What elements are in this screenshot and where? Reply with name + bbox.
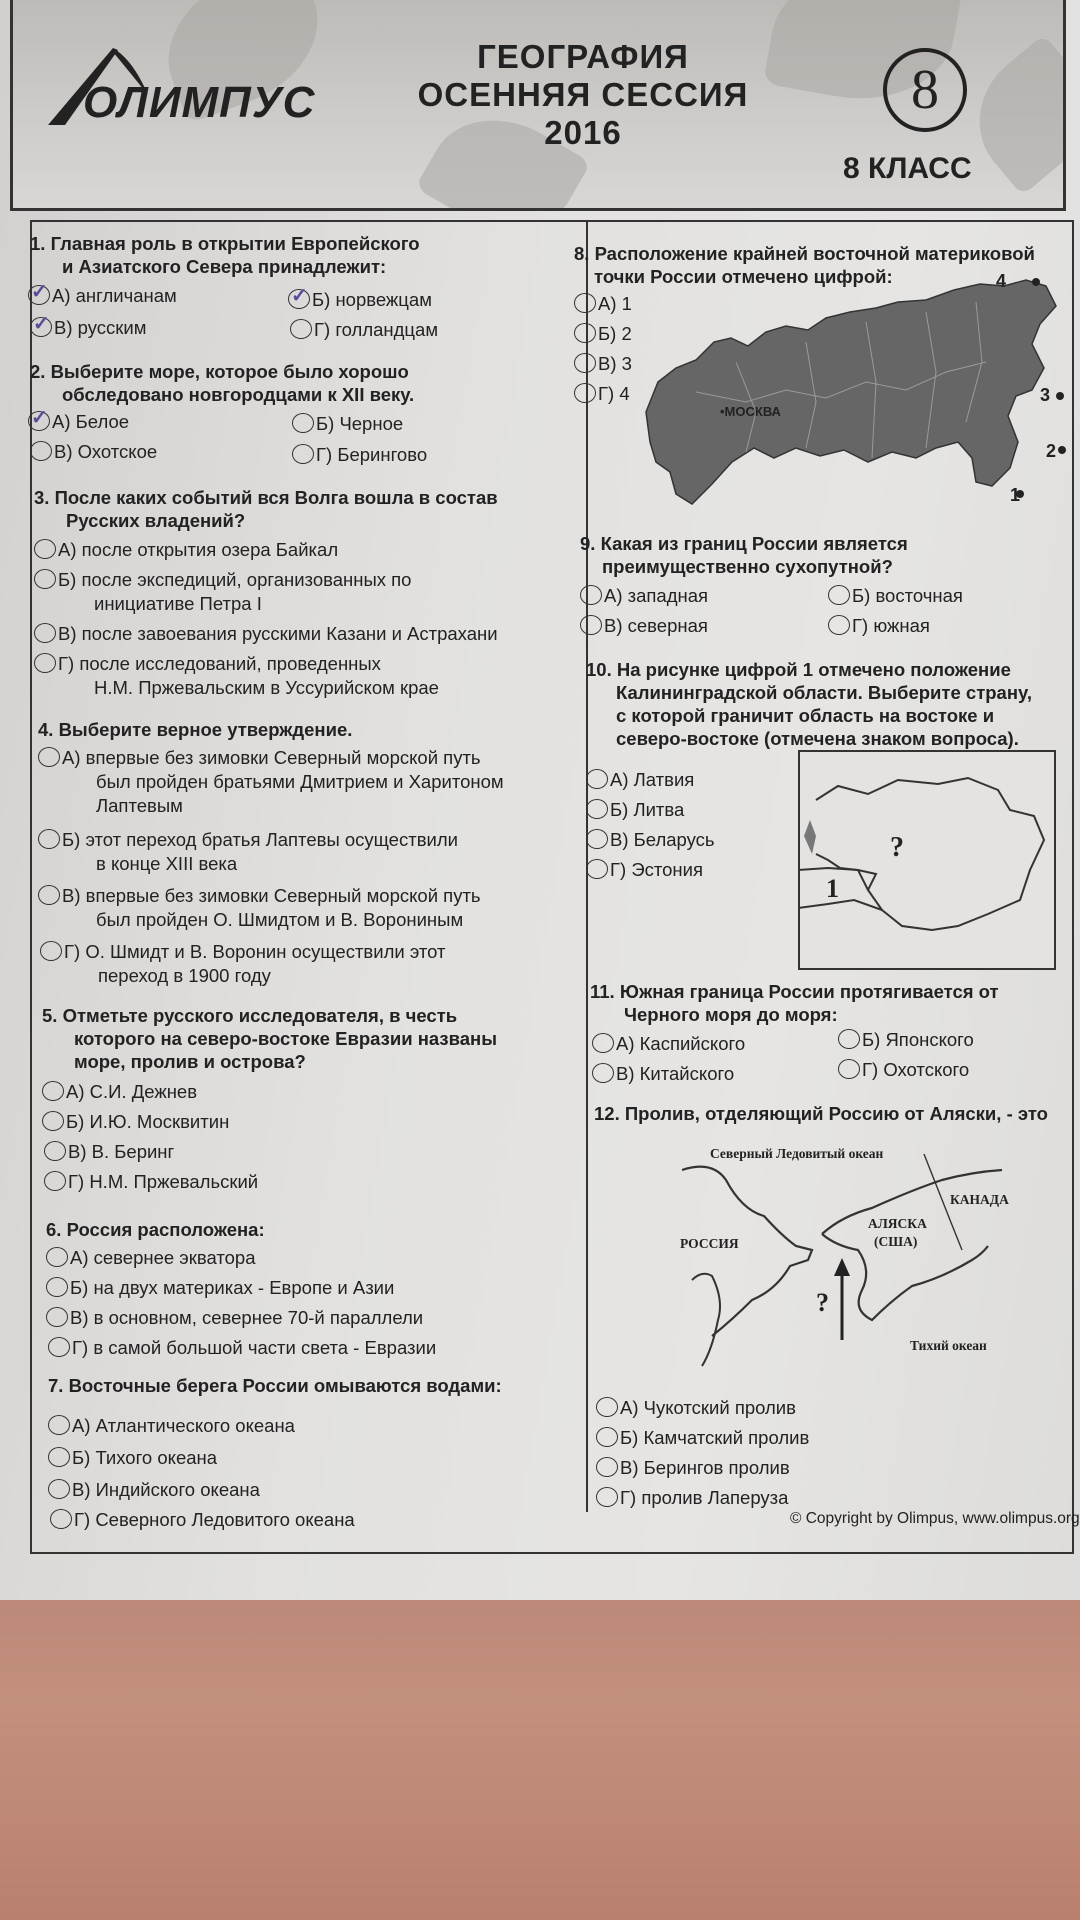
q4-option-c-continued: был пройден О. Шмидтом и В. Ворониным bbox=[96, 909, 464, 930]
radio-circle-icon[interactable] bbox=[596, 1487, 618, 1507]
title-line-1: ГЕОГРАФИЯ bbox=[477, 38, 689, 75]
radio-circle-icon[interactable] bbox=[828, 615, 850, 635]
q8-option-a[interactable]: А) 1 bbox=[574, 292, 632, 315]
point-2-label: 2 bbox=[1046, 441, 1057, 461]
radio-circle-icon[interactable] bbox=[50, 1509, 72, 1529]
radio-circle-icon[interactable] bbox=[48, 1337, 70, 1357]
bering-strait-map bbox=[672, 1150, 1012, 1370]
radio-circle-icon[interactable] bbox=[48, 1479, 70, 1499]
radio-circle-icon[interactable] bbox=[828, 585, 850, 605]
q1-option-c[interactable]: ✓В) русским bbox=[30, 316, 146, 339]
q7-option-a[interactable]: А) Атлантического океана bbox=[48, 1414, 295, 1437]
question-4-title: 4. Выберите верное утверждение. bbox=[38, 719, 353, 740]
copyright-footer: © Copyright by Olimpus, www.olimpus.org bbox=[790, 1510, 1080, 1527]
title-line-3: 2016 bbox=[544, 114, 622, 151]
q12-option-a[interactable]: А) Чукотский пролив bbox=[596, 1396, 796, 1419]
q12-option-d[interactable]: Г) пролив Лаперуза bbox=[596, 1486, 788, 1509]
q10-option-c[interactable]: В) Беларусь bbox=[586, 828, 715, 851]
radio-circle-icon[interactable] bbox=[40, 941, 62, 961]
q3-option-d-continued: Н.М. Пржевальским в Уссурийском крае bbox=[94, 677, 439, 698]
q2-option-a[interactable]: ✓А) Белое bbox=[28, 410, 129, 433]
radio-circle-icon[interactable] bbox=[38, 829, 60, 849]
q7-option-c[interactable]: В) Индийского океана bbox=[48, 1478, 260, 1501]
radio-circle-icon[interactable] bbox=[838, 1059, 860, 1079]
q4-option-c[interactable]: В) впервые без зимовки Северный морской путь bbox=[38, 884, 481, 907]
radio-circle-icon[interactable] bbox=[42, 1081, 64, 1101]
radio-circle-icon[interactable] bbox=[574, 353, 596, 373]
q1-option-d[interactable]: Г) голландцам bbox=[290, 318, 438, 341]
radio-circle-icon[interactable] bbox=[592, 1063, 614, 1083]
radio-circle-icon[interactable] bbox=[838, 1029, 860, 1049]
radio-circle-icon[interactable] bbox=[586, 859, 608, 879]
q5-option-a[interactable]: А) С.И. Дежнев bbox=[42, 1080, 197, 1103]
q10-option-a[interactable]: А) Латвия bbox=[586, 768, 694, 791]
q11-option-b[interactable]: Б) Японского bbox=[838, 1028, 974, 1051]
radio-circle-icon[interactable] bbox=[34, 539, 56, 559]
point-3-marker bbox=[1056, 392, 1064, 400]
q9-option-d[interactable]: Г) южная bbox=[828, 614, 930, 637]
q2-option-c[interactable]: В) Охотское bbox=[30, 440, 157, 463]
radio-circle-icon[interactable] bbox=[46, 1277, 68, 1297]
q4-option-a-continued: Лаптевым bbox=[96, 795, 183, 816]
radio-circle-checked-icon[interactable] bbox=[30, 317, 52, 337]
kaliningrad-map bbox=[798, 750, 1056, 970]
q5-option-d[interactable]: Г) Н.М. Пржевальский bbox=[44, 1170, 258, 1193]
question-8-title: 8. Расположение крайней восточной материковой точки России отмечено цифрой: bbox=[574, 243, 1035, 287]
q6-option-c[interactable]: В) в основном, севернее 70-й параллели bbox=[46, 1306, 423, 1329]
header-banner bbox=[10, 0, 1066, 211]
q8-option-c[interactable]: В) 3 bbox=[574, 352, 632, 375]
pacific-ocean-label: Тихий океан bbox=[910, 1338, 987, 1353]
q4-option-a[interactable]: А) впервые без зимовки Северный морской путь bbox=[38, 746, 481, 769]
arctic-ocean-label: Северный Ледовитый океан bbox=[710, 1146, 884, 1161]
canada-label: КАНАДА bbox=[950, 1192, 1009, 1207]
radio-circle-icon[interactable] bbox=[46, 1247, 68, 1267]
point-2-marker bbox=[1058, 446, 1066, 454]
question-2-title: 2. Выберите море, которое было хорошо обследовано новгородцами к XII веку. bbox=[30, 361, 415, 405]
q12-option-b[interactable]: Б) Камчатский пролив bbox=[596, 1426, 809, 1449]
q3-option-c[interactable]: В) после завоевания русскими Казани и Астрахани bbox=[34, 622, 498, 645]
question-6-title: 6. Россия расположена: bbox=[46, 1219, 265, 1240]
q4-option-d[interactable]: Г) О. Шмидт и В. Воронин осуществили этот bbox=[40, 940, 446, 963]
question-11-title: 11. Южная граница России протягивается от Черного моря до моря: bbox=[590, 981, 999, 1025]
q4-option-b[interactable]: Б) этот переход братья Лаптевы осуществили bbox=[38, 828, 458, 851]
q1-option-b[interactable]: ✓ Б) норвежцам bbox=[288, 288, 432, 311]
question-7-title: 7. Восточные берега России омываются водами: bbox=[48, 1375, 502, 1396]
radio-circle-icon[interactable] bbox=[42, 1111, 64, 1131]
question-9-title: 9. Какая из границ России является преимущественно сухопутной? bbox=[580, 533, 908, 577]
q5-option-c[interactable]: В) В. Беринг bbox=[44, 1140, 174, 1163]
radio-circle-icon[interactable] bbox=[596, 1397, 618, 1417]
q8-option-b[interactable]: Б) 2 bbox=[574, 322, 632, 345]
q3-option-b[interactable]: Б) после экспедиций, организованных по bbox=[34, 568, 411, 591]
radio-circle-icon[interactable] bbox=[44, 1141, 66, 1161]
q7-option-b[interactable]: Б) Тихого океана bbox=[48, 1446, 217, 1469]
radio-circle-icon[interactable] bbox=[30, 441, 52, 461]
q11-option-d[interactable]: Г) Охотского bbox=[838, 1058, 969, 1081]
radio-circle-icon[interactable] bbox=[592, 1033, 614, 1053]
q6-option-d[interactable]: Г) в самой большой части света - Евразии bbox=[48, 1336, 436, 1359]
q6-option-b[interactable]: Б) на двух материках - Европе и Азии bbox=[46, 1276, 394, 1299]
q9-option-c[interactable]: В) северная bbox=[580, 614, 708, 637]
q8-option-d[interactable]: Г) 4 bbox=[574, 382, 630, 405]
grade-label: 8 КЛАСС bbox=[843, 152, 972, 185]
point-4-label: 4 bbox=[996, 271, 1007, 291]
q3-option-b-continued: инициативе Петра I bbox=[94, 593, 262, 614]
radio-circle-icon[interactable] bbox=[34, 569, 56, 589]
radio-circle-icon[interactable] bbox=[34, 623, 56, 643]
usa-label: (США) bbox=[874, 1234, 918, 1249]
radio-circle-icon[interactable] bbox=[38, 885, 60, 905]
point-3-label: 3 bbox=[1040, 385, 1051, 405]
q9-option-a[interactable]: А) западная bbox=[580, 584, 708, 607]
radio-circle-checked-icon[interactable] bbox=[288, 289, 310, 309]
q7-option-d[interactable]: Г) Северного Ледовитого океана bbox=[50, 1508, 355, 1531]
question-10-title: 10. На рисунке цифрой 1 отмечено положение Калининградской области. Выберите страну, с которой граничит область на востоке и северо-востоке (отмечена знаком вопроса). bbox=[586, 659, 1033, 749]
question-5-title: 5. Отметьте русского исследователя, в честь которого на северо-востоке Евразии названы море, пролив и острова? bbox=[42, 1005, 497, 1072]
page-title bbox=[373, 38, 793, 152]
radio-circle-icon[interactable] bbox=[48, 1415, 70, 1435]
strait-question-label: ? bbox=[816, 1288, 829, 1317]
radio-circle-icon[interactable] bbox=[586, 799, 608, 819]
radio-circle-checked-icon[interactable] bbox=[28, 285, 50, 305]
radio-circle-icon[interactable] bbox=[46, 1307, 68, 1327]
radio-circle-icon[interactable] bbox=[290, 319, 312, 339]
point-1-label: 1 bbox=[1010, 485, 1021, 505]
point-4-marker bbox=[1032, 278, 1040, 286]
radio-circle-icon[interactable] bbox=[34, 653, 56, 673]
q2-option-b[interactable]: Б) Черное bbox=[292, 412, 403, 435]
radio-circle-icon[interactable] bbox=[574, 383, 596, 403]
q4-option-d-continued: переход в 1900 году bbox=[98, 965, 271, 986]
kaliningrad-number-label: 1 bbox=[826, 874, 839, 903]
q2-option-d[interactable]: Г) Берингово bbox=[292, 443, 427, 466]
question-1-title: 1. Главная роль в открытии Европейского и Азиатского Севера принадлежит: bbox=[30, 233, 420, 277]
radio-circle-icon[interactable] bbox=[292, 413, 314, 433]
question-3-title: 3. После каких событий вся Волга вошла в состав Русских владений? bbox=[34, 487, 498, 531]
radio-circle-icon[interactable] bbox=[596, 1457, 618, 1477]
radio-circle-checked-icon[interactable] bbox=[28, 411, 50, 431]
q5-option-b[interactable]: Б) И.Ю. Москвитин bbox=[42, 1110, 229, 1133]
logo-text: ОЛИМПУС bbox=[83, 78, 316, 127]
q4-option-a-continued: был пройден братьями Дмитрием и Харитоном bbox=[96, 771, 504, 792]
q1-option-a[interactable]: ✓А) англичанам bbox=[28, 284, 177, 307]
q9-option-b[interactable]: Б) восточная bbox=[828, 584, 963, 607]
moscow-label: •МОСКВА bbox=[720, 404, 781, 419]
radio-circle-icon[interactable] bbox=[574, 323, 596, 343]
radio-circle-icon[interactable] bbox=[586, 829, 608, 849]
radio-circle-icon[interactable] bbox=[586, 769, 608, 789]
radio-circle-icon[interactable] bbox=[38, 747, 60, 767]
radio-circle-icon[interactable] bbox=[596, 1427, 618, 1447]
russia-label: РОССИЯ bbox=[680, 1236, 739, 1251]
q3-option-a[interactable]: А) после открытия озера Байкал bbox=[34, 538, 338, 561]
q11-option-c[interactable]: В) Китайского bbox=[592, 1062, 734, 1085]
alaska-label: АЛЯСКА bbox=[868, 1216, 927, 1231]
title-line-2: ОСЕННЯЯ СЕССИЯ bbox=[417, 76, 749, 113]
q3-option-d[interactable]: Г) после исследований, проведенных bbox=[34, 652, 381, 675]
q11-option-a[interactable]: А) Каспийского bbox=[592, 1032, 745, 1055]
radio-circle-icon[interactable] bbox=[48, 1447, 70, 1467]
radio-circle-icon[interactable] bbox=[580, 615, 602, 635]
q10-option-d[interactable]: Г) Эстония bbox=[586, 858, 703, 881]
radio-circle-icon[interactable] bbox=[580, 585, 602, 605]
radio-circle-icon[interactable] bbox=[292, 444, 314, 464]
radio-circle-icon[interactable] bbox=[44, 1171, 66, 1191]
q10-option-b[interactable]: Б) Литва bbox=[586, 798, 684, 821]
question-12-title: 12. Пролив, отделяющий Россию от Аляски, - это bbox=[594, 1103, 1048, 1124]
radio-circle-icon[interactable] bbox=[574, 293, 596, 313]
q6-option-a[interactable]: А) севернее экватора bbox=[46, 1246, 255, 1269]
lithuania-question-label: ? bbox=[890, 832, 904, 863]
russia-map bbox=[636, 272, 1066, 516]
wall-background bbox=[0, 1560, 1080, 1920]
q4-option-b-continued: в конце XIII века bbox=[96, 853, 238, 874]
variant-number: 8 bbox=[883, 48, 967, 132]
q12-option-c[interactable]: В) Берингов пролив bbox=[596, 1456, 790, 1479]
